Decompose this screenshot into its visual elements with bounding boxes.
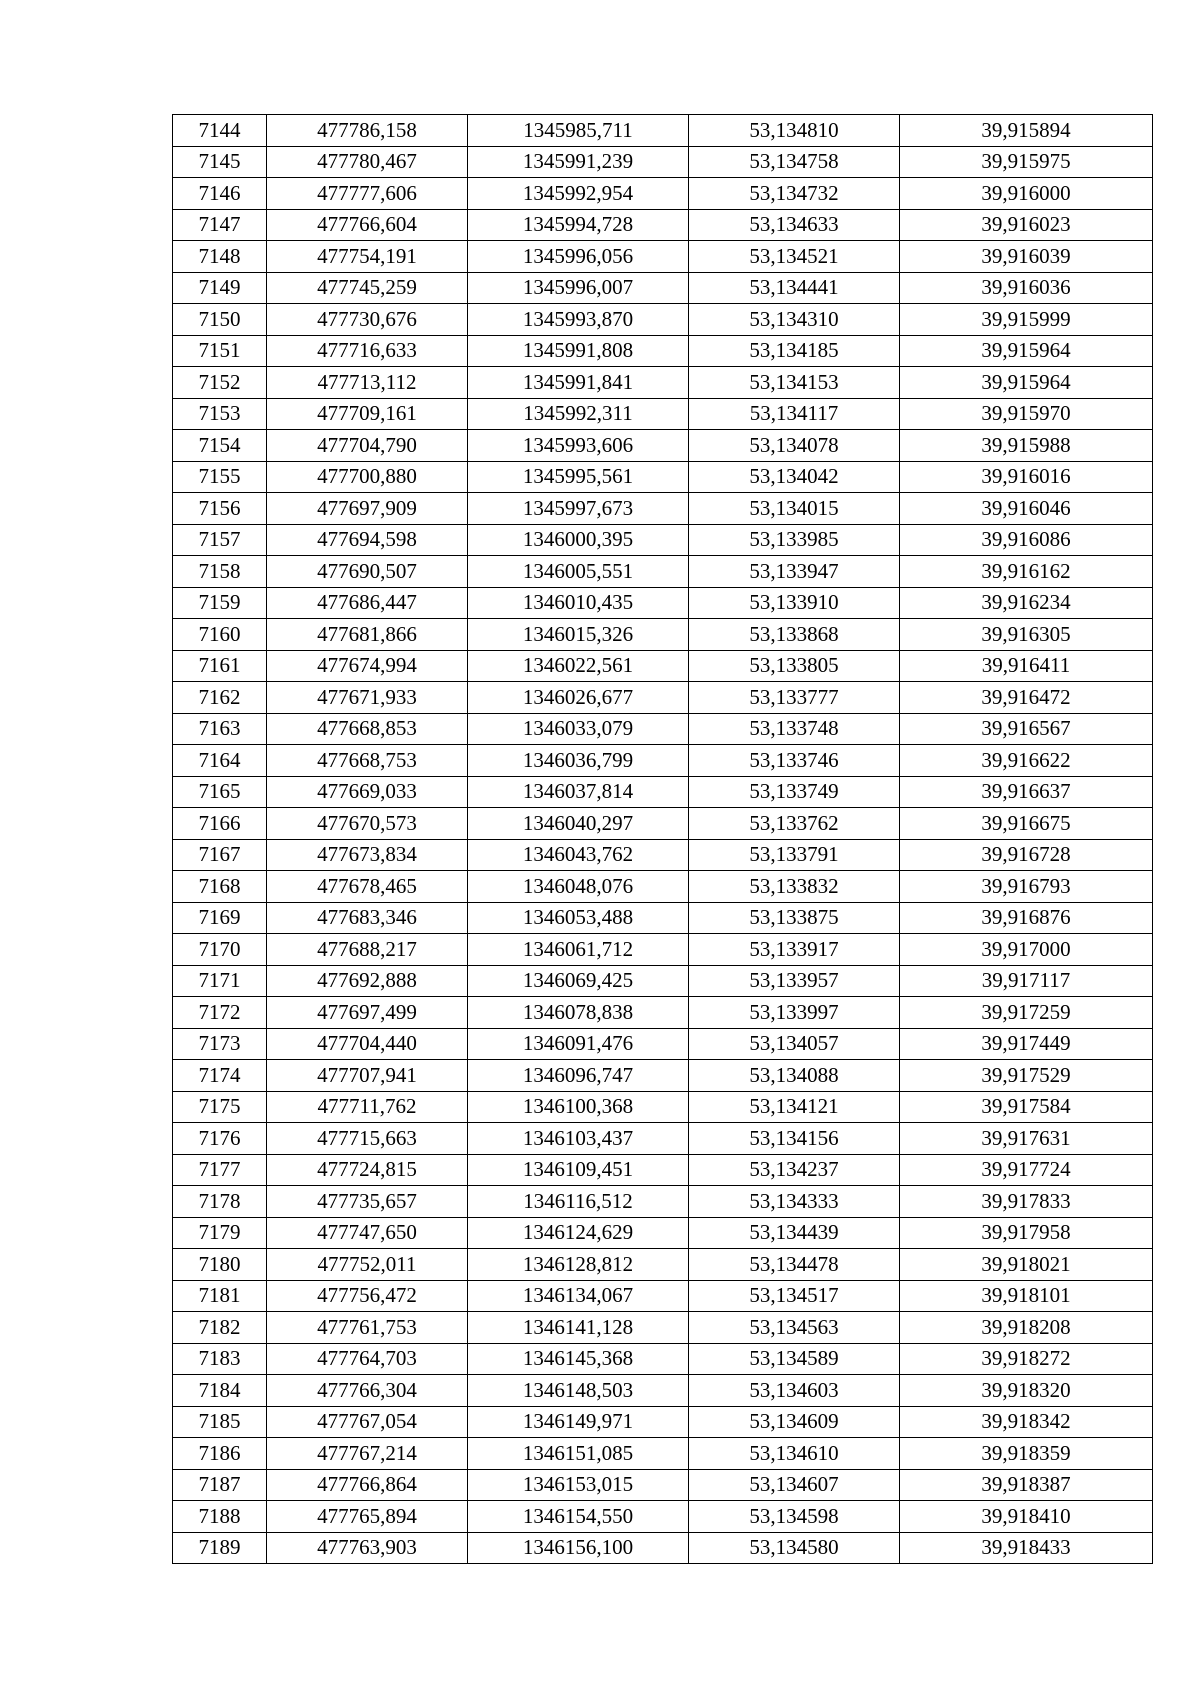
- x-coordinate-cell: 477669,033: [267, 776, 468, 808]
- y-coordinate-cell: 1346022,561: [468, 650, 689, 682]
- x-coordinate-cell: 477761,753: [267, 1312, 468, 1344]
- point-number-cell: 7167: [173, 839, 267, 871]
- latitude-cell: 53,133777: [689, 682, 900, 714]
- x-coordinate-cell: 477713,112: [267, 367, 468, 399]
- table-row: [173, 1060, 1153, 1092]
- longitude-cell: 39,918359: [900, 1438, 1153, 1470]
- latitude-cell: 53,134478: [689, 1249, 900, 1281]
- longitude-cell: 39,916876: [900, 902, 1153, 934]
- table-row: [173, 1501, 1153, 1533]
- latitude-cell: 53,134156: [689, 1123, 900, 1155]
- table-row: [173, 1532, 1153, 1564]
- point-number-cell: 7149: [173, 272, 267, 304]
- y-coordinate-cell: 1346010,435: [468, 587, 689, 619]
- table-row: [173, 808, 1153, 840]
- table-row: [173, 1249, 1153, 1281]
- point-number-cell: 7158: [173, 556, 267, 588]
- table-row: [173, 1312, 1153, 1344]
- longitude-cell: 39,916793: [900, 871, 1153, 903]
- table-row: [173, 1186, 1153, 1218]
- longitude-cell: 39,918410: [900, 1501, 1153, 1533]
- longitude-cell: 39,918208: [900, 1312, 1153, 1344]
- table-row: [173, 524, 1153, 556]
- x-coordinate-cell: 477766,304: [267, 1375, 468, 1407]
- latitude-cell: 53,134121: [689, 1091, 900, 1123]
- y-coordinate-cell: 1346037,814: [468, 776, 689, 808]
- table-row: [173, 1343, 1153, 1375]
- point-number-cell: 7144: [173, 115, 267, 147]
- longitude-cell: 39,917833: [900, 1186, 1153, 1218]
- x-coordinate-cell: 477678,465: [267, 871, 468, 903]
- x-coordinate-cell: 477715,663: [267, 1123, 468, 1155]
- table-row: [173, 430, 1153, 462]
- latitude-cell: 53,133947: [689, 556, 900, 588]
- x-coordinate-cell: 477681,866: [267, 619, 468, 651]
- latitude-cell: 53,134598: [689, 1501, 900, 1533]
- point-number-cell: 7164: [173, 745, 267, 777]
- longitude-cell: 39,918272: [900, 1343, 1153, 1375]
- y-coordinate-cell: 1346151,085: [468, 1438, 689, 1470]
- latitude-cell: 53,134237: [689, 1154, 900, 1186]
- x-coordinate-cell: 477711,762: [267, 1091, 468, 1123]
- point-number-cell: 7154: [173, 430, 267, 462]
- table-row: [173, 209, 1153, 241]
- longitude-cell: 39,915975: [900, 146, 1153, 178]
- point-number-cell: 7166: [173, 808, 267, 840]
- longitude-cell: 39,916637: [900, 776, 1153, 808]
- point-number-cell: 7153: [173, 398, 267, 430]
- x-coordinate-cell: 477704,440: [267, 1028, 468, 1060]
- point-number-cell: 7145: [173, 146, 267, 178]
- longitude-cell: 39,917958: [900, 1217, 1153, 1249]
- y-coordinate-cell: 1345991,841: [468, 367, 689, 399]
- table-row: [173, 619, 1153, 651]
- longitude-cell: 39,916472: [900, 682, 1153, 714]
- latitude-cell: 53,134042: [689, 461, 900, 493]
- y-coordinate-cell: 1346100,368: [468, 1091, 689, 1123]
- table-row: [173, 1091, 1153, 1123]
- table-row: [173, 1280, 1153, 1312]
- point-number-cell: 7152: [173, 367, 267, 399]
- longitude-cell: 39,918433: [900, 1532, 1153, 1564]
- table-row: [173, 115, 1153, 147]
- latitude-cell: 53,133791: [689, 839, 900, 871]
- y-coordinate-cell: 1345996,056: [468, 241, 689, 273]
- longitude-cell: 39,917724: [900, 1154, 1153, 1186]
- point-number-cell: 7175: [173, 1091, 267, 1123]
- point-number-cell: 7188: [173, 1501, 267, 1533]
- y-coordinate-cell: 1345995,561: [468, 461, 689, 493]
- longitude-cell: 39,916039: [900, 241, 1153, 273]
- table-row: [173, 776, 1153, 808]
- y-coordinate-cell: 1346141,128: [468, 1312, 689, 1344]
- y-coordinate-cell: 1346109,451: [468, 1154, 689, 1186]
- y-coordinate-cell: 1346061,712: [468, 934, 689, 966]
- table-row: [173, 997, 1153, 1029]
- latitude-cell: 53,133746: [689, 745, 900, 777]
- latitude-cell: 53,133868: [689, 619, 900, 651]
- x-coordinate-cell: 477766,604: [267, 209, 468, 241]
- point-number-cell: 7186: [173, 1438, 267, 1470]
- point-number-cell: 7156: [173, 493, 267, 525]
- longitude-cell: 39,916675: [900, 808, 1153, 840]
- latitude-cell: 53,133748: [689, 713, 900, 745]
- point-number-cell: 7174: [173, 1060, 267, 1092]
- table-row: [173, 304, 1153, 336]
- latitude-cell: 53,134015: [689, 493, 900, 525]
- table-row: [173, 650, 1153, 682]
- point-number-cell: 7177: [173, 1154, 267, 1186]
- y-coordinate-cell: 1346145,368: [468, 1343, 689, 1375]
- point-number-cell: 7155: [173, 461, 267, 493]
- longitude-cell: 39,916023: [900, 209, 1153, 241]
- longitude-cell: 39,916234: [900, 587, 1153, 619]
- x-coordinate-cell: 477690,507: [267, 556, 468, 588]
- latitude-cell: 53,134310: [689, 304, 900, 336]
- y-coordinate-cell: 1346036,799: [468, 745, 689, 777]
- x-coordinate-cell: 477697,909: [267, 493, 468, 525]
- x-coordinate-cell: 477766,864: [267, 1469, 468, 1501]
- point-number-cell: 7171: [173, 965, 267, 997]
- table-row: [173, 146, 1153, 178]
- point-number-cell: 7187: [173, 1469, 267, 1501]
- table-row: [173, 1028, 1153, 1060]
- x-coordinate-cell: 477668,853: [267, 713, 468, 745]
- point-number-cell: 7169: [173, 902, 267, 934]
- table-row: [173, 1406, 1153, 1438]
- y-coordinate-cell: 1346043,762: [468, 839, 689, 871]
- y-coordinate-cell: 1346096,747: [468, 1060, 689, 1092]
- table-row: [173, 839, 1153, 871]
- coordinates-table-body: [173, 115, 1153, 1564]
- x-coordinate-cell: 477709,161: [267, 398, 468, 430]
- x-coordinate-cell: 477700,880: [267, 461, 468, 493]
- table-row: [173, 1469, 1153, 1501]
- y-coordinate-cell: 1346103,437: [468, 1123, 689, 1155]
- longitude-cell: 39,916567: [900, 713, 1153, 745]
- point-number-cell: 7182: [173, 1312, 267, 1344]
- latitude-cell: 53,134580: [689, 1532, 900, 1564]
- y-coordinate-cell: 1346149,971: [468, 1406, 689, 1438]
- longitude-cell: 39,915999: [900, 304, 1153, 336]
- table-row: [173, 682, 1153, 714]
- x-coordinate-cell: 477704,790: [267, 430, 468, 462]
- x-coordinate-cell: 477780,467: [267, 146, 468, 178]
- x-coordinate-cell: 477730,676: [267, 304, 468, 336]
- point-number-cell: 7180: [173, 1249, 267, 1281]
- latitude-cell: 53,134732: [689, 178, 900, 210]
- table-row: [173, 1375, 1153, 1407]
- x-coordinate-cell: 477764,703: [267, 1343, 468, 1375]
- point-number-cell: 7181: [173, 1280, 267, 1312]
- table-row: [173, 1123, 1153, 1155]
- point-number-cell: 7185: [173, 1406, 267, 1438]
- point-number-cell: 7178: [173, 1186, 267, 1218]
- point-number-cell: 7165: [173, 776, 267, 808]
- longitude-cell: 39,916305: [900, 619, 1153, 651]
- table-row: [173, 367, 1153, 399]
- longitude-cell: 39,916411: [900, 650, 1153, 682]
- x-coordinate-cell: 477754,191: [267, 241, 468, 273]
- latitude-cell: 53,134633: [689, 209, 900, 241]
- longitude-cell: 39,917584: [900, 1091, 1153, 1123]
- point-number-cell: 7189: [173, 1532, 267, 1564]
- longitude-cell: 39,915970: [900, 398, 1153, 430]
- longitude-cell: 39,916000: [900, 178, 1153, 210]
- table-row: [173, 871, 1153, 903]
- longitude-cell: 39,917449: [900, 1028, 1153, 1060]
- latitude-cell: 53,133910: [689, 587, 900, 619]
- y-coordinate-cell: 1345993,606: [468, 430, 689, 462]
- latitude-cell: 53,133805: [689, 650, 900, 682]
- table-row: [173, 745, 1153, 777]
- longitude-cell: 39,918320: [900, 1375, 1153, 1407]
- x-coordinate-cell: 477671,933: [267, 682, 468, 714]
- x-coordinate-cell: 477670,573: [267, 808, 468, 840]
- table-row: [173, 1154, 1153, 1186]
- latitude-cell: 53,134607: [689, 1469, 900, 1501]
- y-coordinate-cell: 1345991,808: [468, 335, 689, 367]
- x-coordinate-cell: 477767,054: [267, 1406, 468, 1438]
- longitude-cell: 39,917259: [900, 997, 1153, 1029]
- latitude-cell: 53,134185: [689, 335, 900, 367]
- latitude-cell: 53,134563: [689, 1312, 900, 1344]
- latitude-cell: 53,134441: [689, 272, 900, 304]
- y-coordinate-cell: 1345992,311: [468, 398, 689, 430]
- longitude-cell: 39,917631: [900, 1123, 1153, 1155]
- point-number-cell: 7147: [173, 209, 267, 241]
- point-number-cell: 7173: [173, 1028, 267, 1060]
- longitude-cell: 39,915964: [900, 367, 1153, 399]
- latitude-cell: 53,134610: [689, 1438, 900, 1470]
- longitude-cell: 39,917117: [900, 965, 1153, 997]
- latitude-cell: 53,134117: [689, 398, 900, 430]
- latitude-cell: 53,133917: [689, 934, 900, 966]
- latitude-cell: 53,133749: [689, 776, 900, 808]
- latitude-cell: 53,133762: [689, 808, 900, 840]
- y-coordinate-cell: 1346091,476: [468, 1028, 689, 1060]
- x-coordinate-cell: 477786,158: [267, 115, 468, 147]
- table-row: [173, 934, 1153, 966]
- longitude-cell: 39,916162: [900, 556, 1153, 588]
- longitude-cell: 39,916036: [900, 272, 1153, 304]
- latitude-cell: 53,134333: [689, 1186, 900, 1218]
- point-number-cell: 7151: [173, 335, 267, 367]
- latitude-cell: 53,134758: [689, 146, 900, 178]
- longitude-cell: 39,915988: [900, 430, 1153, 462]
- table-row: [173, 178, 1153, 210]
- longitude-cell: 39,915964: [900, 335, 1153, 367]
- x-coordinate-cell: 477747,650: [267, 1217, 468, 1249]
- x-coordinate-cell: 477692,888: [267, 965, 468, 997]
- y-coordinate-cell: 1346033,079: [468, 713, 689, 745]
- y-coordinate-cell: 1345993,870: [468, 304, 689, 336]
- x-coordinate-cell: 477683,346: [267, 902, 468, 934]
- point-number-cell: 7170: [173, 934, 267, 966]
- x-coordinate-cell: 477674,994: [267, 650, 468, 682]
- x-coordinate-cell: 477756,472: [267, 1280, 468, 1312]
- x-coordinate-cell: 477745,259: [267, 272, 468, 304]
- longitude-cell: 39,917529: [900, 1060, 1153, 1092]
- y-coordinate-cell: 1346156,100: [468, 1532, 689, 1564]
- y-coordinate-cell: 1345994,728: [468, 209, 689, 241]
- x-coordinate-cell: 477735,657: [267, 1186, 468, 1218]
- longitude-cell: 39,918101: [900, 1280, 1153, 1312]
- longitude-cell: 39,918387: [900, 1469, 1153, 1501]
- latitude-cell: 53,134517: [689, 1280, 900, 1312]
- y-coordinate-cell: 1346015,326: [468, 619, 689, 651]
- longitude-cell: 39,918021: [900, 1249, 1153, 1281]
- point-number-cell: 7150: [173, 304, 267, 336]
- y-coordinate-cell: 1345991,239: [468, 146, 689, 178]
- x-coordinate-cell: 477765,894: [267, 1501, 468, 1533]
- latitude-cell: 53,133985: [689, 524, 900, 556]
- table-row: [173, 398, 1153, 430]
- table-row: [173, 493, 1153, 525]
- longitude-cell: 39,916016: [900, 461, 1153, 493]
- table-row: [173, 1438, 1153, 1470]
- x-coordinate-cell: 477777,606: [267, 178, 468, 210]
- point-number-cell: 7168: [173, 871, 267, 903]
- y-coordinate-cell: 1346040,297: [468, 808, 689, 840]
- y-coordinate-cell: 1346148,503: [468, 1375, 689, 1407]
- latitude-cell: 53,133997: [689, 997, 900, 1029]
- longitude-cell: 39,916046: [900, 493, 1153, 525]
- x-coordinate-cell: 477752,011: [267, 1249, 468, 1281]
- latitude-cell: 53,134078: [689, 430, 900, 462]
- latitude-cell: 53,134153: [689, 367, 900, 399]
- x-coordinate-cell: 477668,753: [267, 745, 468, 777]
- y-coordinate-cell: 1346078,838: [468, 997, 689, 1029]
- longitude-cell: 39,915894: [900, 115, 1153, 147]
- y-coordinate-cell: 1346069,425: [468, 965, 689, 997]
- x-coordinate-cell: 477767,214: [267, 1438, 468, 1470]
- x-coordinate-cell: 477716,633: [267, 335, 468, 367]
- y-coordinate-cell: 1346053,488: [468, 902, 689, 934]
- y-coordinate-cell: 1345985,711: [468, 115, 689, 147]
- table-row: [173, 272, 1153, 304]
- point-number-cell: 7183: [173, 1343, 267, 1375]
- longitude-cell: 39,916086: [900, 524, 1153, 556]
- y-coordinate-cell: 1345997,673: [468, 493, 689, 525]
- longitude-cell: 39,916728: [900, 839, 1153, 871]
- table-row: [173, 241, 1153, 273]
- latitude-cell: 53,133832: [689, 871, 900, 903]
- latitude-cell: 53,134439: [689, 1217, 900, 1249]
- latitude-cell: 53,134057: [689, 1028, 900, 1060]
- latitude-cell: 53,134589: [689, 1343, 900, 1375]
- longitude-cell: 39,916622: [900, 745, 1153, 777]
- table-row: [173, 556, 1153, 588]
- y-coordinate-cell: 1346116,512: [468, 1186, 689, 1218]
- y-coordinate-cell: 1345996,007: [468, 272, 689, 304]
- y-coordinate-cell: 1346128,812: [468, 1249, 689, 1281]
- x-coordinate-cell: 477763,903: [267, 1532, 468, 1564]
- table-row: [173, 461, 1153, 493]
- point-number-cell: 7163: [173, 713, 267, 745]
- table-row: [173, 965, 1153, 997]
- y-coordinate-cell: 1346154,550: [468, 1501, 689, 1533]
- point-number-cell: 7146: [173, 178, 267, 210]
- table-row: [173, 902, 1153, 934]
- y-coordinate-cell: 1346124,629: [468, 1217, 689, 1249]
- y-coordinate-cell: 1345992,954: [468, 178, 689, 210]
- y-coordinate-cell: 1346134,067: [468, 1280, 689, 1312]
- table-row: [173, 1217, 1153, 1249]
- latitude-cell: 53,133957: [689, 965, 900, 997]
- x-coordinate-cell: 477688,217: [267, 934, 468, 966]
- point-number-cell: 7157: [173, 524, 267, 556]
- latitude-cell: 53,134521: [689, 241, 900, 273]
- x-coordinate-cell: 477724,815: [267, 1154, 468, 1186]
- latitude-cell: 53,134810: [689, 115, 900, 147]
- table-row: [173, 713, 1153, 745]
- table-row: [173, 335, 1153, 367]
- table-row: [173, 587, 1153, 619]
- latitude-cell: 53,134603: [689, 1375, 900, 1407]
- coordinates-table: [172, 114, 1153, 1564]
- y-coordinate-cell: 1346048,076: [468, 871, 689, 903]
- longitude-cell: 39,918342: [900, 1406, 1153, 1438]
- point-number-cell: 7148: [173, 241, 267, 273]
- latitude-cell: 53,133875: [689, 902, 900, 934]
- point-number-cell: 7162: [173, 682, 267, 714]
- y-coordinate-cell: 1346000,395: [468, 524, 689, 556]
- point-number-cell: 7179: [173, 1217, 267, 1249]
- x-coordinate-cell: 477686,447: [267, 587, 468, 619]
- point-number-cell: 7172: [173, 997, 267, 1029]
- point-number-cell: 7159: [173, 587, 267, 619]
- point-number-cell: 7184: [173, 1375, 267, 1407]
- point-number-cell: 7176: [173, 1123, 267, 1155]
- y-coordinate-cell: 1346153,015: [468, 1469, 689, 1501]
- y-coordinate-cell: 1346005,551: [468, 556, 689, 588]
- x-coordinate-cell: 477673,834: [267, 839, 468, 871]
- point-number-cell: 7160: [173, 619, 267, 651]
- latitude-cell: 53,134609: [689, 1406, 900, 1438]
- latitude-cell: 53,134088: [689, 1060, 900, 1092]
- x-coordinate-cell: 477707,941: [267, 1060, 468, 1092]
- x-coordinate-cell: 477694,598: [267, 524, 468, 556]
- y-coordinate-cell: 1346026,677: [468, 682, 689, 714]
- x-coordinate-cell: 477697,499: [267, 997, 468, 1029]
- point-number-cell: 7161: [173, 650, 267, 682]
- longitude-cell: 39,917000: [900, 934, 1153, 966]
